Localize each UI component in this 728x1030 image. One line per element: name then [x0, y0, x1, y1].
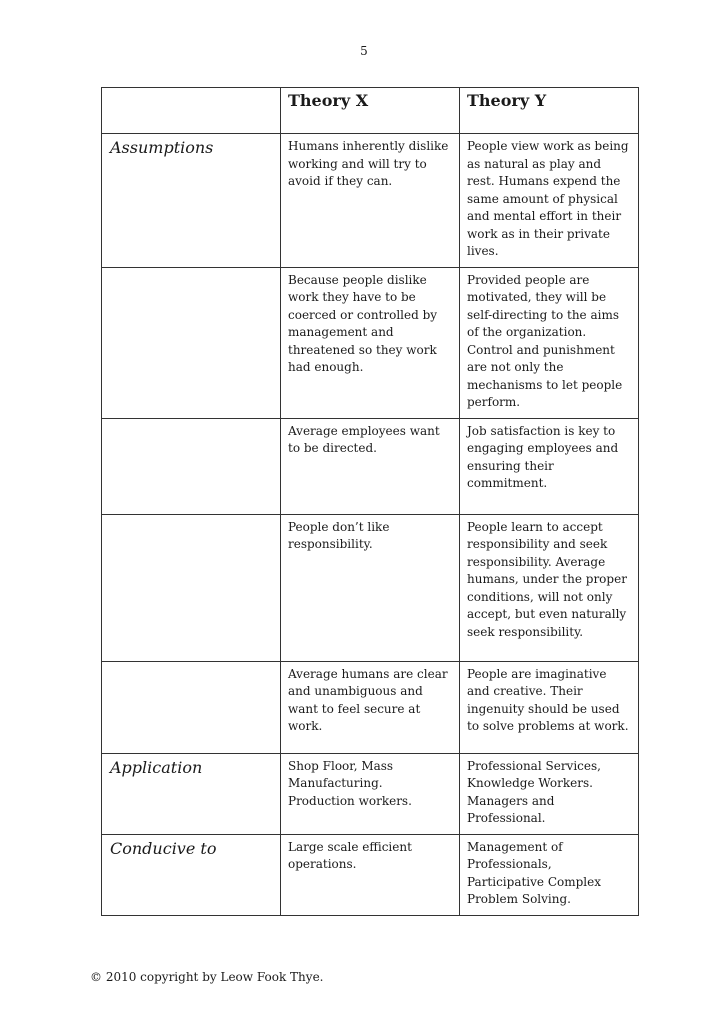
- table-row-assumptions-4: [102, 514, 639, 661]
- row-label-empty: [102, 418, 281, 514]
- row-label-conducive-to: Conducive to: [102, 834, 281, 915]
- theory-x-cell: Average humans are clear and unambiguous and want to feel secure at work.: [281, 661, 460, 753]
- table-row-assumptions-2: [102, 267, 639, 418]
- theory-y-cell: Management of Professionals, Participative Complex Problem Solving.: [460, 834, 639, 915]
- header-theory-y: Theory Y: [460, 88, 639, 134]
- theory-x-cell: Because people dislike work they have to be coerced or controlled by management and threatened so they work had enough.: [281, 267, 460, 418]
- theory-x-cell: Humans inherently dislike working and will try to avoid if they can.: [281, 134, 460, 268]
- theory-y-cell: Provided people are motivated, they will be self-directing to the aims of the organization. Control and punishment are not only the mechanisms to let people perform.: [460, 267, 639, 418]
- theory-x-cell: Large scale efficient operations.: [281, 834, 460, 915]
- theory-x-cell: Shop Floor, Mass Manufacturing. Production workers.: [281, 753, 460, 834]
- header-theory-x: Theory X: [281, 88, 460, 134]
- table-row-assumptions-3: [102, 418, 639, 514]
- theory-comparison-table: [101, 87, 639, 916]
- theory-y-cell: People are imaginative and creative. Their ingenuity should be used to solve problems at work.: [460, 661, 639, 753]
- theory-y-cell: People learn to accept responsibility and seek responsibility. Average humans, under the proper conditions, will not only accept, but even naturally seek responsibility.: [460, 514, 639, 661]
- row-label-application: Application: [102, 753, 281, 834]
- theory-x-cell: Average employees want to be directed.: [281, 418, 460, 514]
- header-label-cell: [102, 88, 281, 134]
- copyright-footer: © 2010 copyright by Leow Fook Thye.: [90, 970, 324, 984]
- theory-y-cell: People view work as being as natural as play and rest. Humans expend the same amount of physical and mental effort in their work as in their private lives.: [460, 134, 639, 268]
- table-row-assumptions-5: [102, 661, 639, 753]
- page-number: 5: [360, 44, 368, 58]
- theory-y-cell: Professional Services, Knowledge Workers. Managers and Professional.: [460, 753, 639, 834]
- row-label-empty: [102, 514, 281, 661]
- row-label-assumptions: Assumptions: [102, 134, 281, 268]
- theory-x-cell: People don’t like responsibility.: [281, 514, 460, 661]
- table-row-conducive-to: [102, 834, 639, 915]
- row-label-empty: [102, 267, 281, 418]
- theory-y-cell: Job satisfaction is key to engaging employees and ensuring their commitment.: [460, 418, 639, 514]
- table-row-assumptions-1: [102, 134, 639, 268]
- table-row-application: [102, 753, 639, 834]
- row-label-empty: [102, 661, 281, 753]
- table-header-row: [102, 88, 639, 134]
